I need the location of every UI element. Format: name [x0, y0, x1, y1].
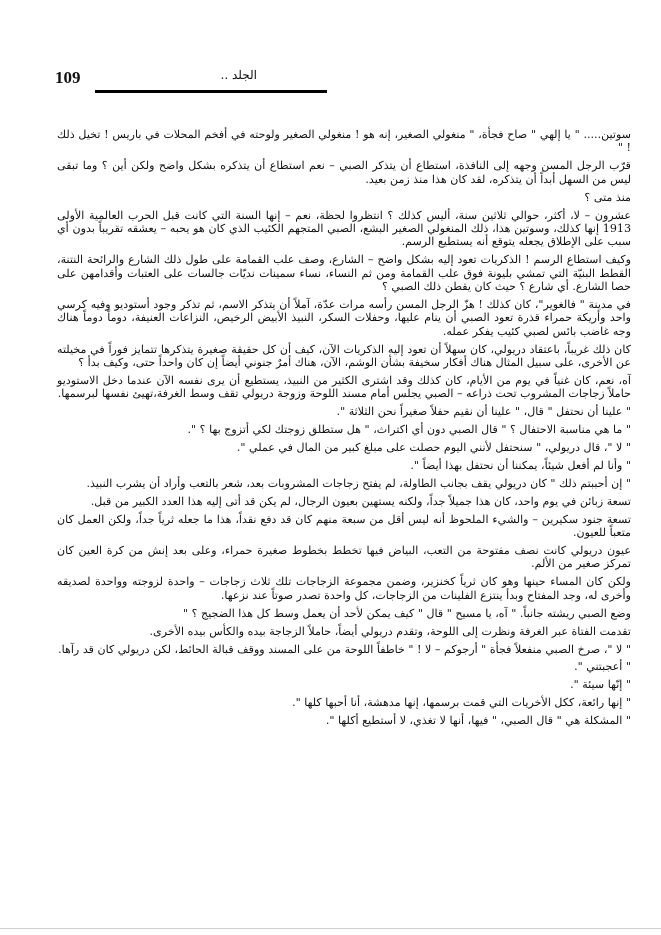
paragraph: عيون دريولي كانت نصف مفتوحة من التعب، البياض فيها تخطط بخطوط صغيرة حمراء، وعلى بعد إنش من كرة العين كان تمركز صغير من الألم. [57, 544, 631, 571]
paragraph: " إنها رائعة، ككل الأخريات التي قمت برسمها، إنها مدهشة، أنا أحبها كلها ". [292, 696, 631, 710]
paragraph: " لا "، قال دريولي، " سنحتفل لأنني اليوم حصلت على مبلغ كبير من المال في عملي ". [236, 441, 631, 455]
paragraph: تسعة جنود سكيرين – والشيء الملحوظ أنه ليس أقل من سبعة منهم كان قد دفع نقداً، هذا ما جعله ثرياً جداً، ولكن العمل كان متعباً للعيون. [57, 512, 631, 540]
paragraph: تسعة زبائن في يوم واحد، كان هذا جميلاً جداً، ولكنه يستهين بعيون الرجال، لم يكن قد أتى إليه هذا العدد الكبير من قبل. [90, 494, 631, 508]
running-title: الجلد .. [220, 68, 257, 82]
header-rule [95, 90, 327, 93]
paragraph: في مدينة " فالغوير"، كان كذلك ! هزّ الرجل المسن رأسه مرات عدّة، آملاً أن يتذكر الاسم، ثم تذكر وجود أستوديو وفيه كرسي واحد وأريكة حمراء قذرة تعود الصبي أن ينام عليها، وحفلات السكر، النبيذ الأبيض الرخيص، النزاعات العنيفة، دوماً دوماً هناك وجه غاضب بائس لصبي كئيب يفكر عمله. [57, 297, 631, 338]
paragraph: وكيف استطاع الرسم ! الذكريات تعود إليه بشكل واضح – الشارع، وصف علب القمامة على طول ذلك الشارع والرائحة النتنة، القطط البنيّة التي تمشي بليونة فوق علب القمامة ومن ثم النساء، نساء سمينات نديّات جالسات على العتبات وأقدامهن على حصا الشارع. أي شارع ؟ حيث كان يقطن ذلك الصبي ؟ [57, 253, 631, 294]
paragraph: آه، نعم، كان غنياً في يوم من الأيام، كان كذلك وقد اشترى الكثير من النبيذ، يستطيع أن يرى نفسه الآن عندما دخل الاستوديو حاملاً زجاجات المشروب تحت ذراعه – الصبي يجلس أمام مسند اللوحة وزوجة دريولي تقف وسط الغرفة،تهيئ نفسها لبرسمها. [57, 374, 631, 401]
paragraph: " المشكلة هي " قال الصبي، " فيها، أنها لا تغذي، لا أستطيع أكلها ". [325, 714, 631, 728]
paragraph: تقدمت الفتاة عبر الغرفة ونظرت إلى اللوحة، وتقدم دريولي أيضاً، حاملاً الزجاجة بيده والكأس بيده الأخرى. [149, 624, 631, 638]
paragraph: " لا "، صرخ الصبي منفعلاً فجأة " أرجوكم – لا ! " خاطفاً اللوحة من على المسند ووقف قبالة الحائط، لكن دريولي كان قد رآها. [58, 642, 631, 656]
paragraph: عشرون – لا، أكثر، حوالي ثلاثين سنة، أليس كذلك ؟ انتظروا لحظة، نعم – إنها السنة التي كانت قبل الحرب العالمية الأولى 1913 إنها كذلك، وسوتين هذا، ذلك المنغولي الصغير البشع، الصبي المتجهم الكئيب الذي كان هو يحبه – يعشقه تقريباً بدون أي سبب على الإطلاق يجعله يتوقع أنه يستطيع الرسم. [57, 208, 631, 249]
paragraph: " إنّها سيئة ". [570, 678, 631, 692]
paragraph: كان ذلك غريباً، باعتقاد دريولي، كان سهلاً أن تعود إليه الذكريات الآن، كيف أن كل حقيقة صغيرة يتذكرها تتمايز فوراً في مخيلته عن الأخرى، على سبيل المثال هناك أفكار سخيفة بشأن الوشم، الآن، هناك أمرٌ جنوني أيضاً إن كان واحداً حتى، وكيف بدأ ؟ [57, 342, 631, 370]
paragraph: منذ متى ؟ [584, 190, 631, 204]
paragraph: وضع الصبي ريشته جانباً. " آه، يا مسيح " قال " كيف يمكن لأحد أن يعمل وسط كل هذا الضجيج ؟ " [182, 606, 631, 620]
body-text [57, 128, 631, 732]
paragraph: " وأنا لم أفعل شيئاً، يمكننا أن نحتفل بهذا أيضاً ". [410, 459, 631, 473]
paragraph: ولكن كان المساء حينها وهو كان ثرياً كخنزير، وضمن مجموعة الزجاجات تلك ثلاث زجاجات – واحدة لزوجته وواحدة لصديقه وأخرى له، وجد المفتاح وبدأ ينتزع الفلينات من الزجاجات، كل واحدة تصدر صوتاً عند نزعها. [57, 575, 631, 602]
paragraph: سوتين..... " يا إلهي " صاح فجأة، " منغولي الصغير، إنه هو ! منغولي الصغير ولوحته في أفخم المحلات في باريس ! تخيل ذلك ! " [57, 128, 631, 155]
page-header [55, 68, 317, 98]
paragraph: " أعجبتني ". [574, 660, 631, 674]
page-number: 109 [55, 68, 81, 87]
paragraph: قرّب الرجل المسن وجهه إلى النافذة، استطاع أن يتذكر الصبي – نعم استطاع أن يتذكره بشكل واضح ولكن أين ؟ وما تبقى ليس من السهل أبداً أن يتذكره، لقد كان هذا منذ زمن بعيد. [57, 159, 631, 186]
paragraph: " إن أحببتم ذلك " كان دريولي يقف بجانب الطاولة، لم يفتح زجاجات المشروبات بعد، شعر بالتعب وأراد أن يشرب النبيذ. [86, 476, 631, 490]
paragraph: " علينا أن نحتفل " قال، " علينا أن نقيم حفلاً صغيراً نحن الثلاثة ". [336, 405, 631, 419]
page-bottom-edge [0, 928, 661, 929]
paragraph: " ما هي مناسبة الاحتفال ؟ " قال الصبي دون أي اكتراث، " هل ستطلق زوجتك لكي أتزوج بها ؟ ". [187, 423, 631, 437]
